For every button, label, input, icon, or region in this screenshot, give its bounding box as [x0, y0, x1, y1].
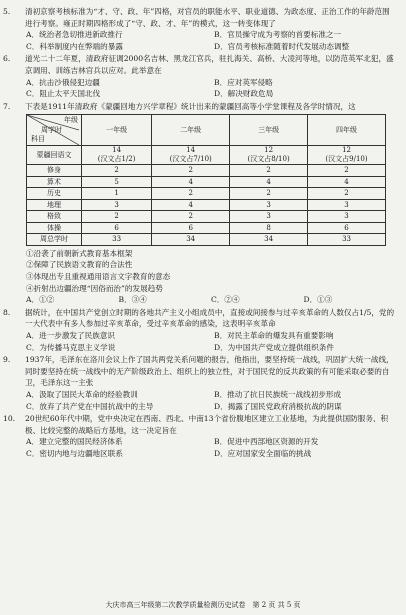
option-a: A．汲取了国民大革命的经验教训 — [26, 389, 138, 399]
claim-item: ①沿袭了前朝新式教育基本框架 — [26, 248, 133, 258]
subject-cell: 蒙疆回语文 — [27, 146, 82, 165]
table-row — [27, 211, 386, 223]
hours-cell: 33 — [308, 234, 386, 246]
question-8 — [3, 307, 396, 353]
question-5 — [3, 6, 396, 52]
hours-cell: 8 — [230, 222, 308, 234]
hours-cell: 34 — [152, 234, 230, 246]
hours-cell: 5 — [82, 176, 152, 188]
hours-cell: 2 — [308, 188, 386, 200]
subject-cell: 周总学时 — [27, 234, 82, 246]
question-stem: 1937年，毛泽东在洛川会议上作了国共两党关系问题的报告，他指出，要坚持统一战线，巩固扩大统一战线，同时要坚持在统一战线中的无产阶级政治上、组织上的独立性，对于国民党的反共政策的有可能采取必要的自卫，毛泽东这一主张 — [25, 355, 394, 388]
option-d: D．揭露了国民党政府消极抗战的阴谋 — [214, 401, 342, 411]
claims-list — [14, 248, 396, 294]
hours-cell: 6 — [308, 222, 386, 234]
options — [14, 436, 396, 459]
hours-cell: 34 — [230, 234, 308, 246]
options — [14, 330, 396, 353]
options — [14, 29, 396, 52]
grade-header: 四年级 — [308, 115, 386, 146]
hours-cell: 3 — [82, 199, 152, 211]
grade-header: 二年级 — [152, 115, 230, 146]
option-d: D．①③ — [303, 295, 333, 305]
header-grade: 年级 — [64, 116, 78, 125]
hours-cell: 2 — [308, 165, 386, 177]
question-number: 7. — [3, 101, 11, 111]
options — [14, 294, 396, 306]
hours-cell: 2 — [152, 165, 230, 177]
option-b: B．官员操守成为考察的首要标准之一 — [214, 30, 342, 40]
option-a: A．统治者急切推进新政推行 — [26, 30, 123, 40]
table-row — [27, 165, 386, 177]
question-number: 10. — [3, 414, 16, 424]
hours-cell: 2 — [230, 165, 308, 177]
hours-cell: 4 — [152, 176, 230, 188]
option-d: D．应对国家安全面临的挑战 — [214, 448, 312, 458]
hours-cell: 3 — [230, 199, 308, 211]
question-stem: 下表是1911年清政府《蒙疆回地方兴学章程》统计出来的蒙疆回高等小学堂课程及各学时情况，这 — [25, 101, 356, 111]
question-number: 9. — [3, 355, 11, 365]
hours-cell: 33 — [82, 234, 152, 246]
hours-cell: 12 (汉文占8/10) — [230, 146, 308, 165]
claim-item: ④折射出边疆治理“因俗而治”的发展趋势 — [26, 283, 163, 293]
table-row — [27, 176, 386, 188]
header-subject: 科目 — [31, 135, 45, 144]
subject-cell: 修身 — [27, 165, 82, 177]
grade-header: 一年级 — [82, 115, 152, 146]
table-row — [27, 234, 386, 246]
hours-cell: 2 — [82, 211, 152, 223]
question-stem: 20世纪60年代中期，党中央决定在西南、西北、中南13个省份腹地区建立工业基地，为此提供国防服务、积极、比较完整的战略后方基地，这一决定旨在 — [25, 414, 389, 435]
subject-cell: 格致 — [27, 211, 82, 223]
hours-cell: 14 (汉文占7/10) — [152, 146, 230, 165]
option-c: C．密切内地与边疆地区联系 — [26, 448, 123, 458]
subject-cell: 历史 — [27, 188, 82, 200]
option-b: B．应对英军侵略 — [214, 77, 273, 87]
question-stem: 道光二十二年夏，清政府征调2000名吉林、黑龙江官兵，驻扎海关、高桥、大凌河等地，以防范英军北犯，盛京调用、训练吉林官兵以应对。此举意在 — [25, 54, 394, 75]
hours-cell: 4 — [308, 176, 386, 188]
option-b: B．③④ — [118, 295, 147, 305]
option-c: C．为传播马克思主义学说 — [26, 342, 116, 352]
table-row — [27, 199, 386, 211]
hours-cell: 4 — [152, 199, 230, 211]
option-a: A．①② — [26, 295, 55, 305]
subject-cell: 算术 — [27, 176, 82, 188]
hours-cell: 3 — [308, 199, 386, 211]
question-number: 5. — [3, 7, 11, 16]
question-number: 8. — [3, 307, 11, 317]
subject-cell: 体操 — [27, 222, 82, 234]
hours-cell: 4 — [230, 176, 308, 188]
question-7 — [3, 101, 396, 306]
hours-cell: 12 (汉文占9/10) — [308, 146, 386, 165]
option-c: C．②④ — [211, 295, 240, 305]
claim-item: ②保障了民族语文教育的合法性 — [26, 260, 133, 270]
option-c: C．阻止太平天国北伐 — [26, 89, 101, 99]
hours-cell: 2 — [82, 165, 152, 177]
question-stem: 清初京察考核标准为“才、守、政、年”四格，对官员的职能水平、职业道德、为政态度、正治工作的年龄范围进行考察。雍正时期四格形成了“守、政、才、年”的模式，这一转变体现了 — [25, 7, 390, 28]
option-d: D．为中国共产党成立提供组织条件 — [214, 342, 334, 352]
hours-cell: 2 — [152, 188, 230, 200]
question-6 — [3, 53, 396, 99]
question-9 — [3, 354, 396, 412]
option-d: D．解决财政危局 — [214, 89, 274, 99]
hours-cell: 6 — [82, 222, 152, 234]
question-10 — [3, 413, 396, 459]
subject-cell: 地理 — [27, 199, 82, 211]
question-number: 6. — [3, 54, 11, 64]
hours-cell: 2 — [152, 211, 230, 223]
option-a: A．建立完整的国民经济体系 — [26, 437, 123, 447]
option-d: D．官员考核标准随着时代发展动态调整 — [214, 41, 350, 51]
page-footer: 大庆市高三年级第二次教学质量检测历史试卷 第 2 页 共 5 页 — [105, 601, 301, 609]
hours-cell: 3 — [230, 211, 308, 223]
table-row — [27, 188, 386, 200]
hours-cell: 14 (汉文占1/2) — [82, 146, 152, 165]
options — [14, 389, 396, 412]
hours-cell: 2 — [230, 188, 308, 200]
table-header-row — [27, 115, 386, 146]
hours-cell: 3 — [308, 211, 386, 223]
table-row — [27, 146, 386, 165]
options — [14, 77, 396, 100]
header-hours: 周学时 — [41, 126, 62, 135]
hours-cell: 6 — [152, 222, 230, 234]
diagonal-header-cell — [27, 115, 82, 146]
table-row — [27, 222, 386, 234]
claim-item: ③体现出专且重视通用语言文字教育的意态 — [26, 272, 171, 282]
option-b: B．对民主革命的爆发具有重要影响 — [214, 331, 334, 340]
option-c: C．放弃了共产党在中国抗战中的主导 — [26, 401, 154, 411]
option-c: C．科举制度内在弊端的暴露 — [26, 41, 123, 51]
course-hours-table — [26, 114, 386, 246]
option-a: A．进一步激发了民族意识 — [26, 331, 116, 340]
option-a: A．抗击沙俄侵犯边疆 — [26, 77, 100, 87]
option-b: B．促进中西部地区资源的开发 — [214, 437, 319, 447]
option-b: B．推动了抗日民族统一战线初步形成 — [214, 389, 342, 399]
hours-cell: 1 — [82, 188, 152, 200]
question-stem: 据统计，在中国共产党创立时期的各地共产主义小组成员中，直接或间接参与过辛亥革命的人数仅占1/5，党的一大代表中有多人参加过辛亥革命，受过辛亥革命的感染，这表明辛亥革命 — [25, 307, 395, 329]
grade-header: 三年级 — [230, 115, 308, 146]
table-body — [27, 146, 386, 246]
